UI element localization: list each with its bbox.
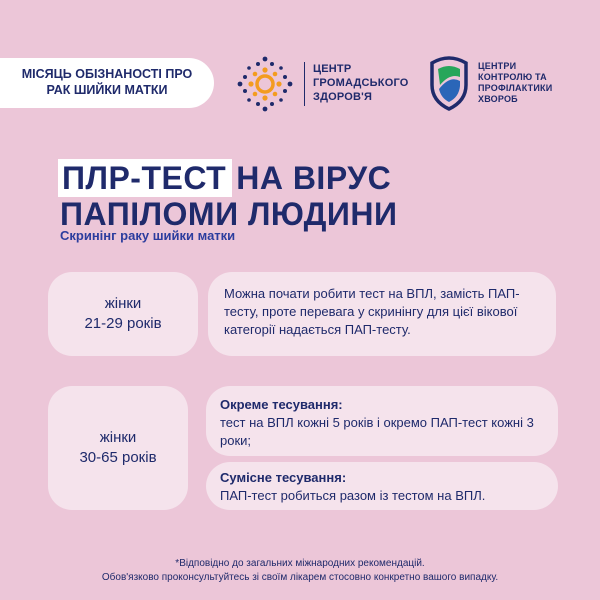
badge-line-1: МІСЯЦЬ ОБІЗНАНОСТІ ПРО xyxy=(21,67,193,82)
cdc-shield-logo-icon xyxy=(426,55,472,111)
cdc-logo-text xyxy=(478,61,552,106)
phc-logo-line-3: ЗДОРОВ'Я xyxy=(313,90,373,103)
separate-testing-text: тест на ВПЛ кожні 5 років і окремо ПАП-тест кожні 3 роки; xyxy=(220,415,534,449)
age-group-21-29 xyxy=(48,272,198,356)
combined-testing-text: ПАП-тест робиться разом із тестом на ВПЛ. xyxy=(220,488,486,504)
badge-line-2: РАК ШИЙКИ МАТКИ xyxy=(46,83,168,97)
public-health-center-logo xyxy=(234,53,409,115)
title-line-2: ПАПІЛОМИ ЛЮДИНИ xyxy=(60,196,398,232)
awareness-month-badge xyxy=(0,58,214,108)
footnote xyxy=(0,557,600,584)
age-label: жінки xyxy=(104,294,142,312)
cdc-logo-line-4: ХВОРОБ xyxy=(478,94,518,105)
page-subtitle: Скринінг раку шийки матки xyxy=(60,228,236,243)
recommendation-21-29: Можна почати робити тест на ВПЛ, замість ПАП-тесту, проте перевага у скринінгу для цієї вікової категорії надається ПАП-тесту. xyxy=(208,272,556,356)
phc-logo-line-1: ЦЕНТР xyxy=(313,63,352,76)
title-highlight: ПЛР-ТЕСТ xyxy=(58,159,232,197)
cdc-logo xyxy=(426,55,552,111)
phc-logo-text xyxy=(313,63,409,104)
title-rest: НА ВІРУС xyxy=(236,159,392,196)
phc-dots-logo-icon xyxy=(234,53,296,115)
cdc-logo-line-1: ЦЕНТРИ xyxy=(478,60,517,71)
age-group-30-65 xyxy=(48,386,188,510)
logo-divider xyxy=(304,62,305,106)
footnote-line-1: *Відповідно до загальних міжнародних рекомендацій. xyxy=(175,558,425,569)
age-range: 21-29 років xyxy=(84,315,162,332)
age-range: 30-65 років xyxy=(79,449,157,466)
combined-testing-card xyxy=(206,462,558,510)
phc-logo-line-2: ГРОМАДСЬКОГО xyxy=(313,77,409,90)
separate-testing-title: Окреме тесування: xyxy=(220,397,343,412)
cdc-logo-line-3: ПРОФІЛАКТИКИ xyxy=(478,83,553,93)
footnote-line-2: Обов'язково проконсультуйтесь зі своїм лікарем стосовно конкретно вашого випадку. xyxy=(101,571,499,583)
age-label: жінки xyxy=(99,428,137,446)
separate-testing-card xyxy=(206,386,558,456)
cdc-logo-line-2: КОНТРОЛЮ ТА xyxy=(478,71,547,82)
combined-testing-title: Сумісне тесування: xyxy=(220,470,347,485)
page-title xyxy=(58,160,398,232)
